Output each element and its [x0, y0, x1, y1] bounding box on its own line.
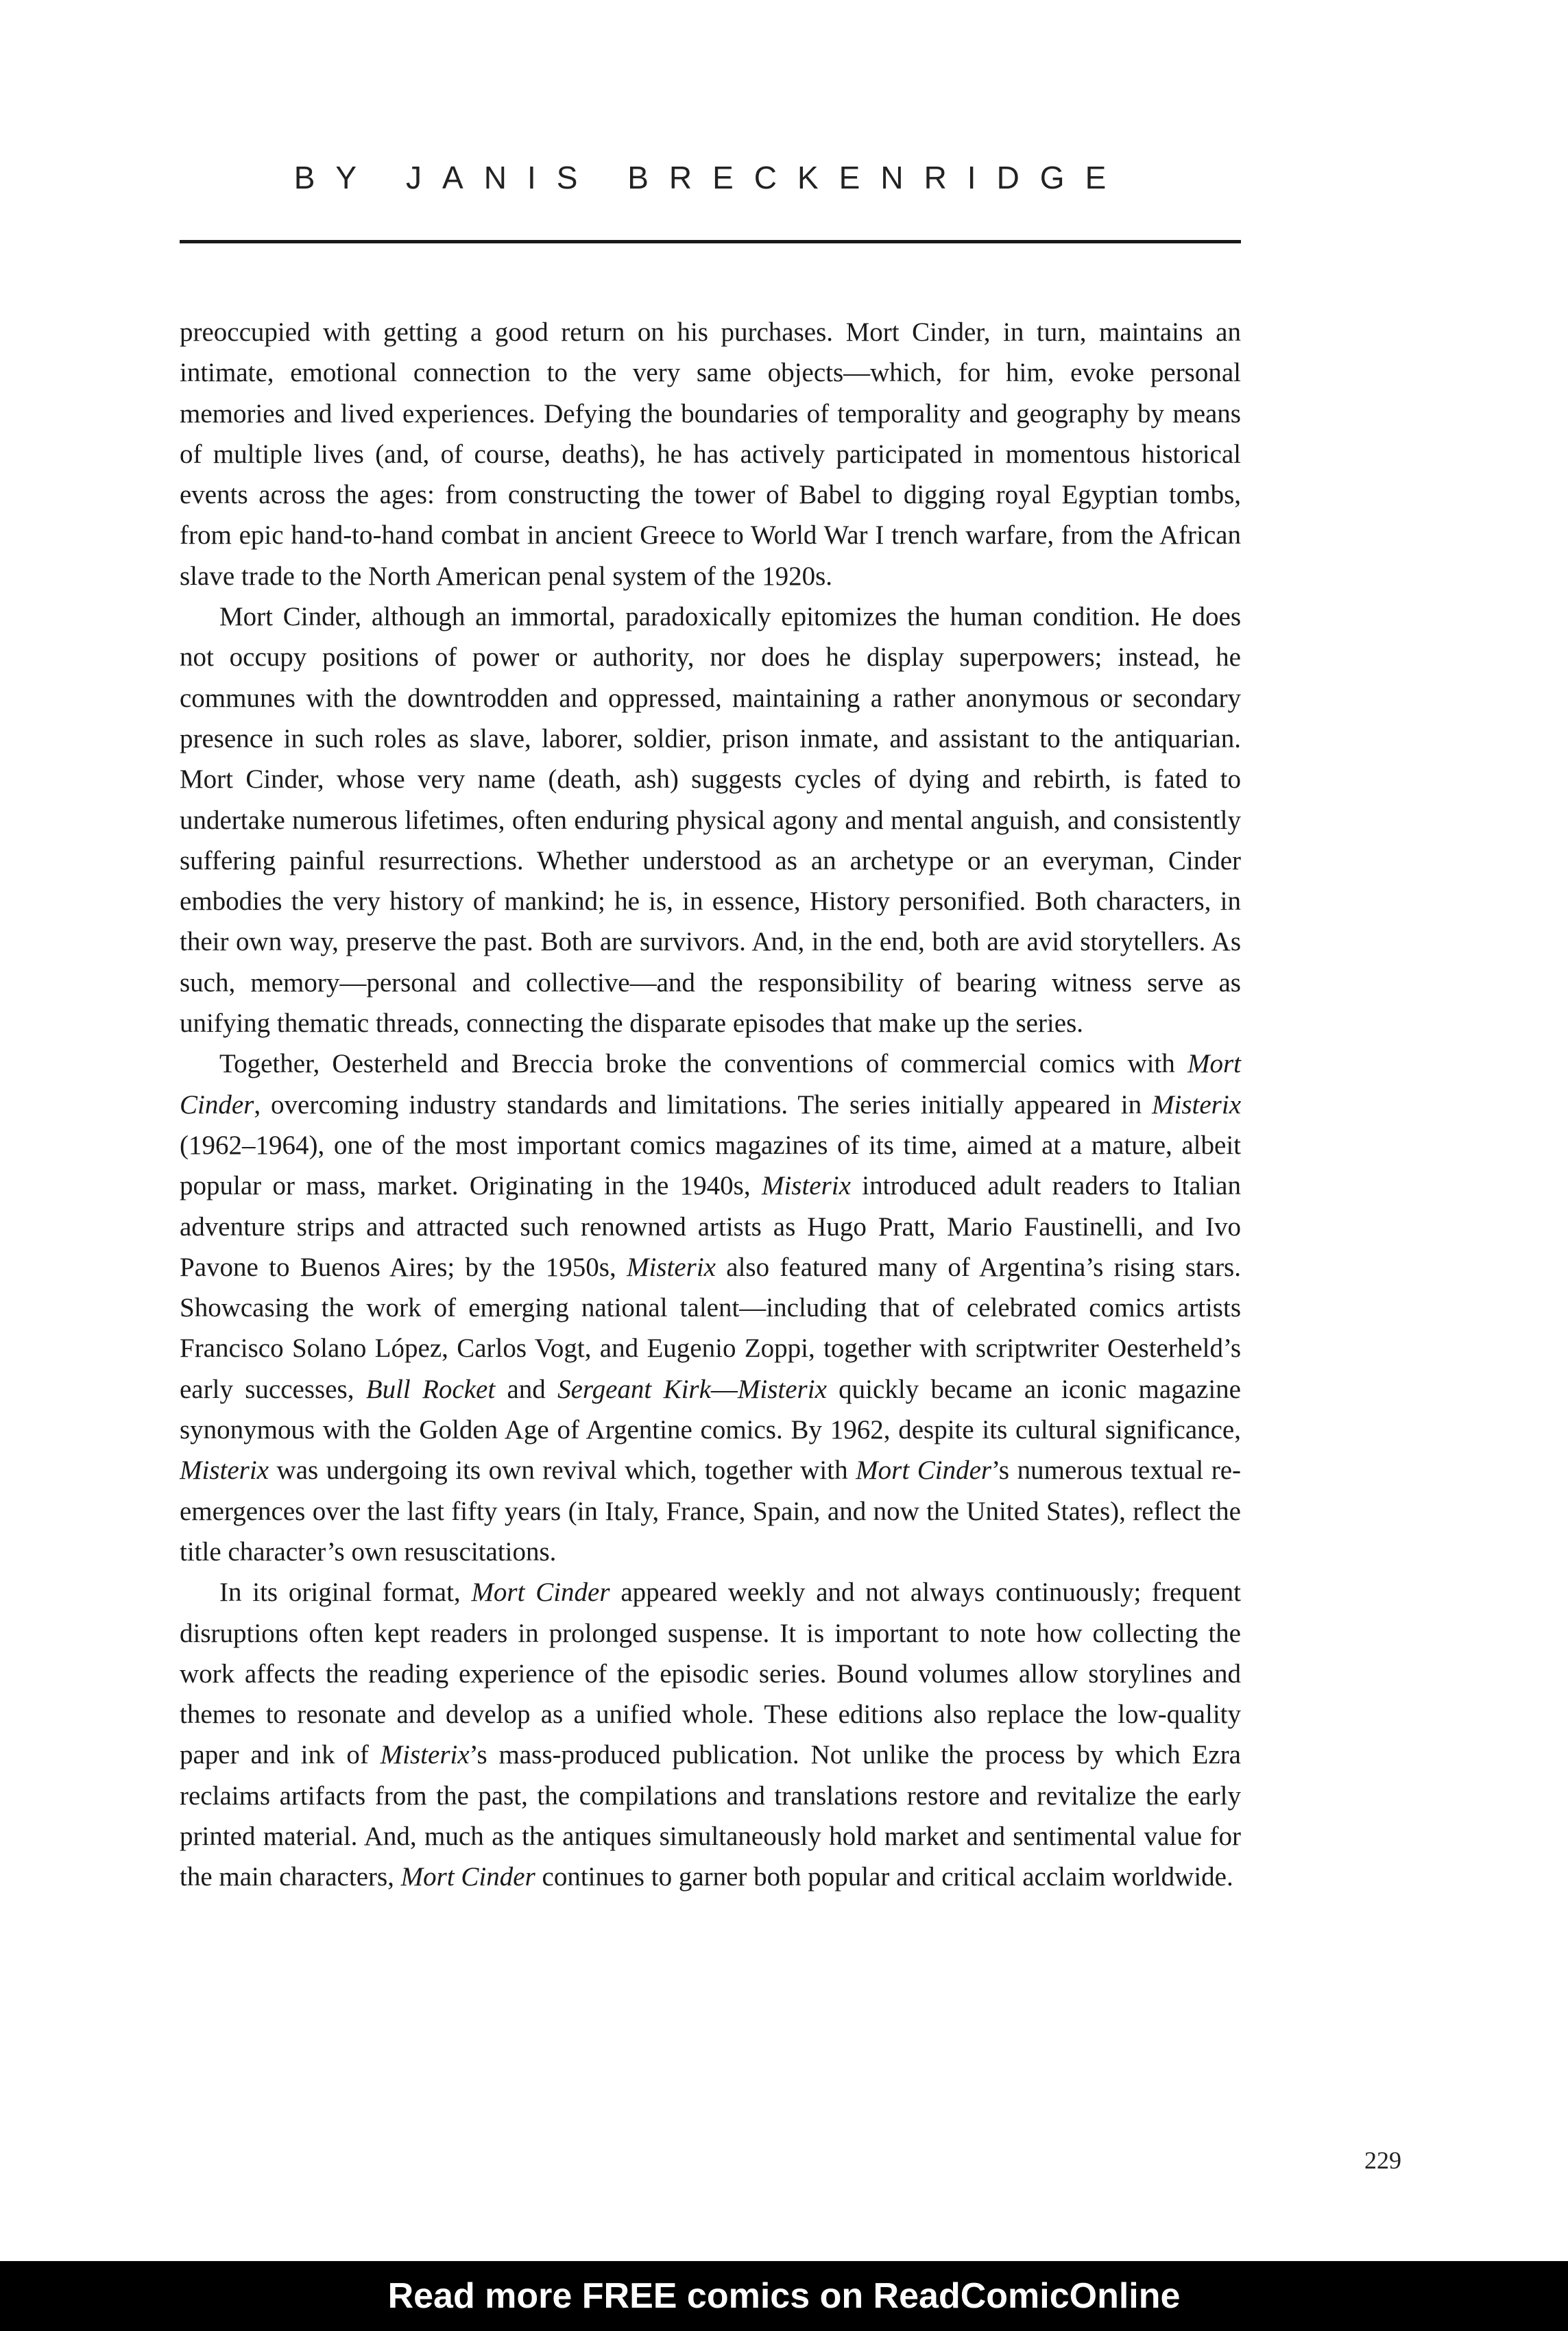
header-rule — [180, 240, 1241, 243]
promo-banner[interactable] — [0, 2261, 1568, 2331]
title-misterix: Misterix — [1152, 1089, 1241, 1120]
paragraph-4 — [180, 1572, 1241, 1897]
title-misterix: Misterix — [627, 1252, 716, 1282]
text-run: ’s mass-produced publication. Not unlike the process by which Ezra reclaims artifacts from the past, the compilations and translations restore and revitalize the early printed material. And, much as the antiques simultaneously hold market and sentimental value for the main characters, — [180, 1740, 1241, 1892]
text-run: (1962–1964), one of the most important comics magazines of its time, aimed at a mature, albeit popular or mass, market. Originating in the 1940s, — [180, 1130, 1241, 1201]
text-run: , overcoming industry standards and limitations. The series initially appeared in — [254, 1089, 1153, 1120]
title-misterix: Misterix — [737, 1374, 827, 1404]
paragraph-2: Mort Cinder, although an immortal, paradoxically epitomizes the human condition. He does not occupy positions of power or authority, nor does he display superpowers; instead, he communes with the downtrodden and oppressed, maintaining a rather anonymous or secondary presence in such roles as slave, laborer, soldier, prison inmate, and assistant to the antiquarian. Mort Cinder, whose very name (death, ash) suggests cycles of dying and rebirth, is fated to undertake numerous lifetimes, often enduring physical agony and mental anguish, and consistently suffering painful resurrections. Whether understood as an archetype or an everyman, Cinder embodies the very history of mankind; he is, in essence, History personified. Both characters, in their own way, preserve the past. Both are survivors. And, in the end, both are avid storytellers. As such, memory—personal and collective—and the responsibility of bearing witness serve as unifying thematic threads, connecting the disparate episodes that make up the series. — [180, 602, 1241, 1039]
title-sergeant-kirk: Sergeant Kirk — [557, 1374, 711, 1404]
text-run: quickly became an iconic magazine synonymous with the Golden Age of Argentine comics. By 1962, despite its cultural significance, — [180, 1374, 1241, 1445]
title-bull-rocket: Bull Rocket — [365, 1374, 496, 1404]
text-run: appeared weekly and not always continuously; frequent disruptions often kept readers in prolonged suspense. It is important to note how collecting the work affects the reading experience of the episodic series. Bound volumes allow storylines and themes to resonate and develop as a unified whole. These editions also replace the low-quality paper and ink of — [180, 1578, 1241, 1770]
text-run: introduced adult readers to Italian adventure strips and attracted such renowned artists as Hugo Pratt, Mario Faustinelli, and Ivo Pavone to Buenos Aires; by the 1950s, — [180, 1171, 1241, 1282]
title-misterix: Misterix — [761, 1171, 851, 1201]
text-run: — — [710, 1374, 738, 1404]
page-number: 229 — [1364, 2147, 1401, 2174]
text-run: also featured many of Argentina’s rising stars. Showcasing the work of emerging national talent—including that of celebrated comics artists Francisco Solano López, Carlos Vogt, and Eugenio Zoppi, together with scriptwriter Oesterheld’s early successes, — [180, 1252, 1241, 1404]
title-mort-cinder: Mort Cinder — [856, 1456, 992, 1486]
title-mort-cinder: Mort Cinder — [400, 1862, 535, 1892]
title-mort-cinder: Mort Cinder — [180, 1049, 1241, 1120]
text-run: and — [495, 1374, 558, 1404]
text-run: continues to garner both popular and critical acclaim worldwide. — [535, 1862, 1233, 1892]
title-mort-cinder: Mort Cinder — [471, 1578, 610, 1608]
text-run: ’s numerous textual re-emergences over the last fifty years (in Italy, France, Spain, and now the United States), reflect the title character’s own resuscitations. — [180, 1456, 1242, 1567]
article-body — [180, 312, 1241, 1898]
title-misterix: Misterix — [380, 1740, 470, 1770]
paragraph-1: preoccupied with getting a good return on his purchases. Mort Cinder, in turn, maintains an intimate, emotional connection to the very same objects—which, for him, evoke personal memories and lived experiences. Defying the boundaries of temporality and geography by means of multiple lives (and, of course, deaths), he has actively participated in momentous historical events across the ages: from constructing the tower of Babel to digging royal Egyptian tombs, from epic hand-to-hand combat in ancient Greece to World War I trench warfare, from the African slave trade to the North American penal system of the 1920s. — [180, 317, 1241, 591]
text-run: In its original format, — [219, 1578, 472, 1608]
title-misterix: Misterix — [180, 1456, 269, 1486]
running-header: BY JANIS BRECKENRIDGE — [293, 160, 1127, 195]
paragraph-3 — [180, 1043, 1241, 1572]
text-run: Together, Oesterheld and Breccia broke the conventions of commercial comics with — [219, 1049, 1187, 1079]
promo-banner-text[interactable]: Read more FREE comics on ReadComicOnline — [387, 2276, 1181, 2316]
text-run: was undergoing its own revival which, together with — [268, 1456, 856, 1486]
